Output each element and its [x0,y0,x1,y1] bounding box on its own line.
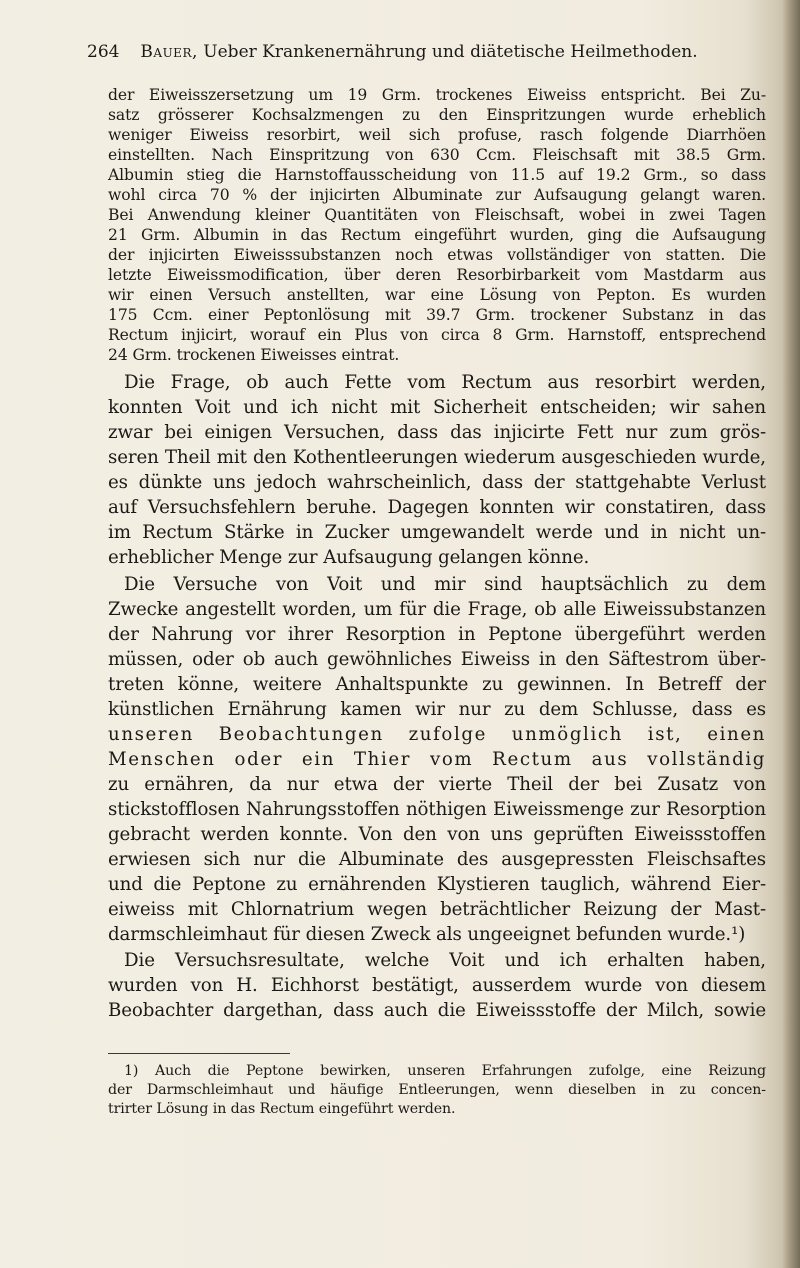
body-line: 175 Ccm. einer Peptonlösung mit 39.7 Grm. trockener Substanz in das [108,306,766,324]
body-line: künstlichen Ernährung kamen wir nur zu dem Schlusse, dass es [108,699,766,720]
running-header [87,38,767,66]
footnote-line: trirter Lösung in das Rectum eingeführt werden. [108,1101,456,1117]
body-line: Rectum injicirt, worauf ein Plus von circa 8 Grm. Harnstoff, entsprechend [108,326,766,344]
body-line: Albumin stieg die Harnstoffausscheidung von 11.5 auf 19.2 Grm., so dass [108,166,766,184]
body-line: wir einen Versuch anstellten, war eine Lösung von Pepton. Es wurden [108,286,766,304]
body-line: Die Versuchsresultate, welche Voit und ich erhalten haben, [124,950,766,971]
body-line: der injicirten Eiweisssubstanzen noch etwas vollständiger von statten. Die [108,246,766,264]
body-line: wurden von H. Eichhorst bestätigt, ausserdem wurde von diesem [108,975,766,996]
body-line: im Rectum Stärke in Zucker umgewandelt werde und in nicht un- [108,522,766,543]
body-line: darmschleimhaut für diesen Zweck als ungeeignet befunden wurde.¹) [108,924,746,945]
body-line: der Nahrung vor ihrer Resorption in Peptone übergeführt werden [108,624,766,645]
body-line: konnten Voit und ich nicht mit Sicherheit entscheiden; wir sahen [108,397,766,418]
header-author: Bauer, [140,42,198,62]
body-line: 21 Grm. Albumin in das Rectum eingeführt wurden, ging die Aufsaugung [108,226,766,244]
body-line: letzte Eiweissmodification, über deren Resorbirbarkeit vom Mastdarm aus [108,266,766,284]
body-line: erwiesen sich nur die Albuminate des ausgepressten Fleischsaftes [108,849,766,870]
footnote-line: der Darmschleimhaut und häufige Entleerungen, wenn dieselben in zu concen- [108,1082,766,1098]
body-line: auf Versuchsfehlern beruhe. Dagegen konnten wir constatiren, dass [108,497,766,518]
body-line: erheblicher Menge zur Aufsaugung gelangen könne. [108,547,590,568]
body-line: Beobachter dargethan, dass auch die Eiweissstoffe der Milch, sowie [108,1000,766,1021]
header-title: Ueber Krankenernährung und diätetische Heilmethoden. [203,42,698,62]
body-line: einstellten. Nach Einspritzung von 630 Ccm. Fleischsaft mit 38.5 Grm. [108,146,766,164]
body-line: 24 Grm. trockenen Eiweisses eintrat. [108,346,400,364]
body-line: gebracht werden konnte. Von den von uns geprüften Eiweissstoffen [108,824,766,845]
footnote-line: 1) Auch die Peptone bewirken, unseren Erfahrungen zufolge, eine Reizung [124,1063,766,1079]
body-line: stickstofflosen Nahrungsstoffen nöthigen Eiweissmenge zur Resorption [108,799,766,820]
body-line: Zwecke angestellt worden, um für die Frage, ob alle Eiweissubstanzen [108,599,766,620]
body-line: zwar bei einigen Versuchen, dass das injicirte Fett nur zum grös- [108,422,766,443]
body-line: es dünkte uns jedoch wahrscheinlich, dass der stattgehabte Verlust [108,472,766,493]
body-line-spaced: Menschen oder ein Thier vom Rectum aus vollständig [108,749,766,770]
page-edge-shadow [782,0,800,1268]
body-line: seren Theil mit den Kothentleerungen wiederum ausgeschieden wurde, [108,447,766,468]
body-line: satz grösserer Kochsalzmengen zu den Einspritzungen wurde erheblich [108,106,766,124]
body-line: müssen, oder ob auch gewöhnliches Eiweiss in den Säftestrom über- [108,649,766,670]
body-line: eiweiss mit Chlornatrium wegen beträchtlicher Reizung der Mast- [108,899,766,920]
body-line: Bei Anwendung kleiner Quantitäten von Fleischsaft, wobei in zwei Tagen [108,206,766,224]
page-number: 264 [87,42,120,62]
body-line: Die Versuche von Voit und mir sind hauptsächlich zu dem [124,574,766,595]
body-line: und die Peptone zu ernährenden Klystieren tauglich, während Eier- [108,874,766,895]
body-line-spaced: unseren Beobachtungen zufolge unmöglich ist, einen [108,724,766,745]
body-line: Die Frage, ob auch Fette vom Rectum aus resorbirt werden, [124,372,766,393]
footnote-rule [108,1053,290,1054]
body-line: weniger Eiweiss resorbirt, weil sich profuse, rasch folgende Diarrhöen [108,126,766,144]
body-line: der Eiweisszersetzung um 19 Grm. trockenes Eiweiss entspricht. Bei Zu- [108,86,766,104]
body-line: zu ernähren, da nur etwa der vierte Theil der bei Zusatz von [108,774,766,795]
body-line: wohl circa 70 % der injicirten Albuminate zur Aufsaugung gelangt waren. [108,186,766,204]
body-line: treten könne, weitere Anhaltspunkte zu gewinnen. In Betreff der [108,674,766,695]
